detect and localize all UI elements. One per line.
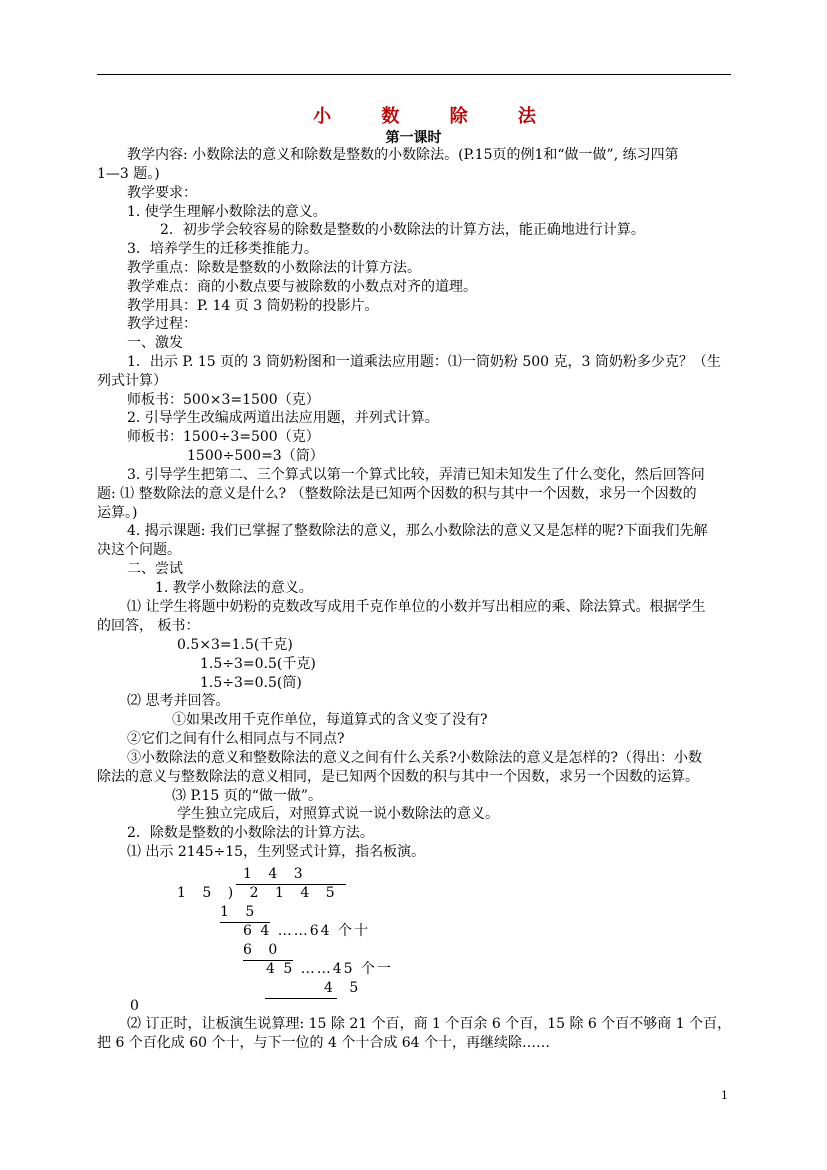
text-line: ⑶ P.15 页的“做一做”。 (172, 788, 323, 804)
text-line: 二、尝试 (127, 561, 183, 577)
text-line: 1—3 题。) (97, 166, 160, 182)
text-line: 教学要求： (127, 185, 197, 201)
page-subtitle: 第一课时 (385, 130, 442, 146)
text-line: 1．出示 P. 15 页的 3 筒奶粉图和一道乘法应用题：⑴一筒奶粉 500 克，3 筒奶粉多少克？（生 (127, 354, 721, 370)
text-line: 教学重点：除数是整数的小数除法的计算方法。 (127, 260, 421, 276)
text-line: 决这个问题。 (97, 542, 181, 558)
text-line: ③小数除法的意义和整数除法的意义之间有什么关系?小数除法的意义是怎样的?（得出：小数 (127, 750, 703, 766)
text-line: 列式计算） (97, 373, 167, 389)
text-line: 2．初步学会较容易的除数是整数的小数除法的计算方法，能正确地进行计算。 (160, 222, 645, 238)
text-line: 1. 使学生理解小数除法的意义。 (127, 204, 327, 220)
header-rule (97, 74, 731, 75)
text-line: 1. 教学小数除法的意义。 (155, 580, 313, 596)
text-line: 学生独立完成后，对照算式说一说小数除法的意义。 (177, 806, 499, 822)
text-line: ②它们之间有什么相同点与不同点? (127, 731, 345, 747)
text-line: 除法的意义与整数除法的意义相同，是已知两个因数的积与其中一个因数，求另一个因数的运算。 (97, 769, 699, 785)
division-step: 4 5 ……45 个一 (266, 961, 393, 977)
text-line: 2. 引导学生改编成两道出法应用题，并列式计算。 (127, 410, 439, 426)
text-line: 3. 引导学生把第二、三个算式以第一个算式比较，弄清已知未知发生了什么变化，然后回答问 (127, 467, 705, 483)
text-line: 1.5÷3=0.5(千克) (200, 656, 316, 672)
text-line: 4. 揭示课题: 我们已掌握了整数除法的意义，那么小数除法的意义又是怎样的呢?下面我们先解 (127, 523, 708, 539)
division-divisor-dividend: 1 5 ) 2 1 4 5 (177, 885, 341, 901)
text-line: ⑴ 出示 2145÷15，生列竖式计算，指名板演。 (127, 844, 426, 860)
division-step: 1 5 (220, 904, 261, 920)
text-line: ⑵ 订正时，让板演生说算理: 15 除 21 个百，商 1 个百余 6 个百，15 除 6 个百不够商 1 个百， (127, 1016, 732, 1032)
text-line: 教学内容: 小数除法的意义和除数是整数的小数除法。(P.15页的例1和“做一做”, 练习四第 (127, 147, 679, 163)
text-line: 把 6 个百化成 60 个十，与下一位的 4 个十合成 64 个十，再继续除…… (97, 1035, 551, 1051)
text-line: 3．培养学生的迁移类推能力。 (127, 241, 318, 257)
division-step: 6 0 (243, 942, 284, 958)
text-line: 运算。) (97, 505, 138, 521)
page-title: 小 数 除 法 (313, 106, 558, 127)
text-line: 教学过程： (127, 316, 197, 332)
text-line: 1500÷500=3（筒） (187, 448, 324, 464)
text-line: ①如果改用千克作单位，每道算式的含义变了没有? (172, 712, 488, 728)
division-rule (265, 998, 337, 999)
text-line: 2．除数是整数的小数除法的计算方法。 (127, 825, 374, 841)
text-line: ⑴ 让学生将题中奶粉的克数改写成用千克作单位的小数并写出相应的乘、除法算式。根据学生 (127, 599, 706, 615)
text-line: 教学用具：P. 14 页 3 筒奶粉的投影片。 (127, 298, 379, 314)
text-line: 的回答， 板书： (97, 618, 200, 634)
text-line: 一、激发 (127, 335, 183, 351)
page-number: 1 (721, 1089, 728, 1102)
text-line: 教学难点：商的小数点要与被除数的小数点对齐的道理。 (127, 279, 477, 295)
text-line: 师板书：1500÷3=500（克） (127, 429, 320, 445)
text-line: ⑵ 思考并回答。 (127, 693, 230, 709)
text-line: 0.5×3=1.5(千克) (177, 637, 293, 653)
division-remainder: 0 (130, 998, 145, 1014)
text-line: 师板书：500×3=1500（克） (127, 392, 320, 408)
text-line: 1.5÷3=0.5(筒) (200, 675, 302, 691)
division-step: 6 4 ……64 个十 (243, 923, 370, 939)
division-step: 4 5 (324, 980, 365, 996)
division-quotient: 1 4 3 (243, 866, 309, 882)
text-line: 题: ⑴ 整数除法的意义是什么? （整数除法是已知两个因数的积与其中一个因数，求另一个因数的 (97, 486, 697, 502)
